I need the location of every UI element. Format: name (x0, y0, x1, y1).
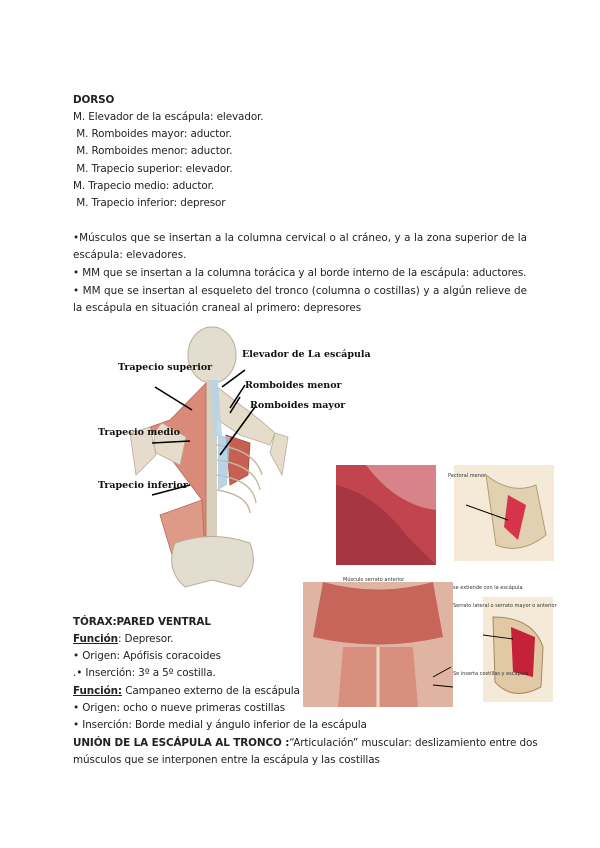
label-trapecio-medio: Trapecio medio (98, 427, 180, 438)
label-elevador-escapula: Elevador de La escápula (242, 349, 371, 360)
label-trapecio-inferior: Trapecio inferior (98, 480, 188, 491)
funcion-2-label: Función: (73, 685, 122, 697)
dorso-paragraph-aductores: • MM que se insertan a la columna torácica y al borde interno de la escápula: aductores. (73, 267, 527, 279)
funcion-1-text: : Depresor. (117, 633, 174, 645)
label-romboides-menor: Romboides menor (245, 380, 342, 391)
pectoral-figure (336, 465, 556, 565)
insercion-1: .• Inserción: 3º a 5º costilla. (73, 667, 216, 679)
funcion-2 (73, 684, 300, 699)
origen-2: • Origen: ocho o nueve primeras costillas (73, 702, 286, 714)
label-pectoral-menor: Pectoral menor (448, 473, 487, 479)
caption-serrato: Músculo serrato anterior (343, 577, 405, 583)
dorso-line-5: M. Trapecio medio: aductor. (73, 180, 215, 192)
section-title-dorso: DORSO (73, 94, 115, 106)
dorso-line-2: M. Romboides mayor: aductor. (73, 128, 232, 140)
dorso-line-6: M. Trapecio inferior: depresor (73, 197, 226, 209)
label-romboides-mayor: Romboides mayor (250, 400, 346, 411)
dorso-paragraph-elevadores: •Músculos que se insertan a la columna cervical o al cráneo, y a la zona superior de la escápula: elevadores. (73, 232, 527, 261)
dorso-paragraph-depresores: • MM que se insertan al esqueleto del tronco (columna o costillas) y a algún relieve de la escápula en situación craneal al primero: depresores (73, 285, 527, 314)
funcion-2-text: Campaneo externo de la escápula (122, 685, 300, 697)
dorso-line-3: M. Romboides menor: aductor. (73, 145, 233, 157)
union-line-2: músculos que se interponen entre la escápula y las costillas (73, 754, 380, 766)
funcion-1-label: Función (73, 633, 118, 645)
back-muscles-figure (90, 325, 371, 600)
serrato-figure (303, 577, 557, 707)
dorso-line-1: M. Elevador de la escápula: elevador. (73, 111, 264, 123)
insercion-2: • Inserción: Borde medial y ángulo inferior de la escápula (73, 719, 367, 731)
section-title-torax: TÓRAX:PARED VENTRAL (73, 616, 211, 628)
union-text: “Articulación” muscular: deslizamiento entre dos (289, 737, 538, 749)
funcion-1 (73, 632, 173, 647)
union-label: UNIÓN DE LA ESCÁPULA AL TRONCO : (73, 737, 290, 749)
label-serrato-3: Se inserta costillas y escápula (453, 671, 529, 677)
label-serrato-2: Serrato lateral o serrato mayor o anterior (453, 603, 557, 609)
label-serrato-1: se extiende con la escápula (453, 585, 523, 591)
origen-1: • Origen: Apófisis coracoides (73, 650, 221, 662)
union-line-1 (73, 736, 538, 751)
dorso-line-4: M. Trapecio superior: elevador. (73, 163, 233, 175)
label-trapecio-superior: Trapecio superior (118, 362, 213, 373)
